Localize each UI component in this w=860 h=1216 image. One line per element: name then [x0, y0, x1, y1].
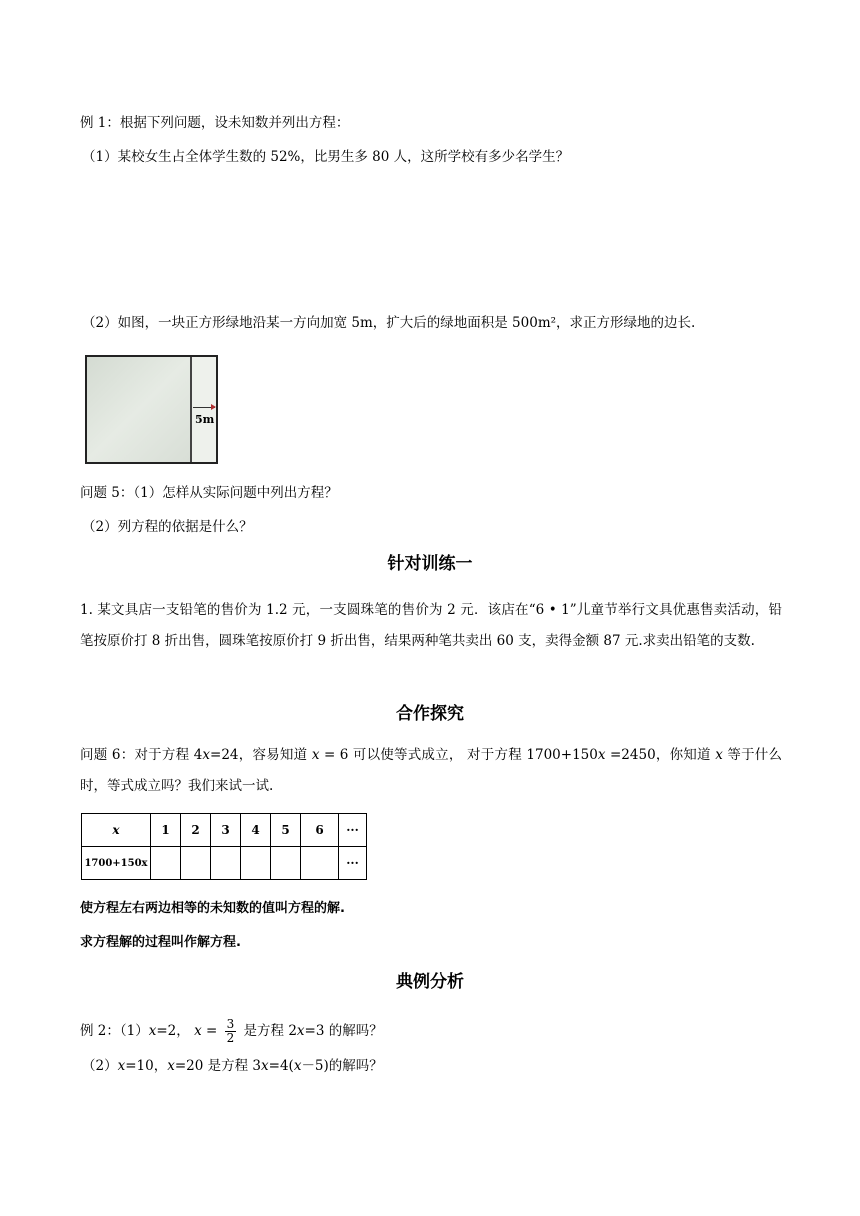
square-garden-figure: [85, 355, 218, 464]
section-heading-examples: 典例分析: [396, 972, 464, 992]
section-heading-training: 针对训练一: [387, 554, 473, 574]
arrowhead-icon: [211, 404, 216, 410]
example2-part1: 例 2：（1）x=2， x = $\frac{3}{2}$ 是方程 2x=3 的解吗？: [80, 1017, 383, 1045]
section-heading-explore: 合作探究: [396, 704, 464, 724]
table-cell: 4: [241, 814, 271, 847]
table-cell: [181, 847, 211, 880]
example2-part2: （2）x=10，x=20 是方程 3x=4(x－5)的解吗？: [82, 1058, 383, 1074]
table-cell: 3: [211, 814, 241, 847]
example1-question1: （1）某校女生占全体学生数的 52%，比男生多 80 人，这所学校有多少名学生？: [82, 149, 570, 165]
definition-solution: 使方程左右两边相等的未知数的值叫方程的解.: [80, 901, 345, 916]
figure-label: 5m: [195, 413, 215, 426]
table-cell: [151, 847, 181, 880]
square-region: [87, 357, 192, 462]
question5-part2: （2）列方程的依据是什么？: [82, 519, 253, 535]
table-cell: 5: [271, 814, 301, 847]
table-cell: [211, 847, 241, 880]
example1-title: 例 1：根据下列问题，设未知数并列出方程：: [80, 115, 350, 131]
table-cell: 1: [151, 814, 181, 847]
question6-text: 问题 6：对于方程 4x=24，容易知道 x = 6 可以使等式成立， 对于方程 1700+150x =2450，你知道 x 等于什么时，等式成立吗？我们来试一试.: [80, 747, 783, 794]
table-cell: 6: [301, 814, 339, 847]
example1-question2: （2）如图，一块正方形绿地沿某一方向加宽 5m，扩大后的绿地面积是 500m²，求正方形绿地的边长.: [82, 315, 696, 331]
table-cell: 2: [181, 814, 211, 847]
table-cell: ···: [339, 847, 367, 880]
table-header-x: x: [82, 814, 151, 847]
table-cell: [301, 847, 339, 880]
training-problem: 1. 某文具店一支铅笔的售价为 1.2 元，一支圆珠笔的售价为 2 元．该店在“6 • 1”儿童节举行文具优惠售卖活动，铅笔按原价打 8 折出售，圆珠笔按原价打 9 折出售，结果两种笔共卖出 60 支，卖得金额 87 元.求卖出铅笔的支数.: [80, 602, 782, 649]
fraction-three-halves: $\frac{3}{2}$: [226, 1017, 235, 1045]
trial-table: [81, 813, 367, 880]
table-cell: ···: [339, 814, 367, 847]
table-row: [82, 847, 367, 880]
question5-part1: 问题 5：（1）怎样从实际问题中列出方程？: [80, 485, 338, 501]
definition-solving: 求方程解的过程叫作解方程.: [80, 935, 241, 950]
table-cell: [241, 847, 271, 880]
table-header-expression: 1700+150x: [82, 847, 151, 880]
table-cell: [271, 847, 301, 880]
table-row: [82, 814, 367, 847]
